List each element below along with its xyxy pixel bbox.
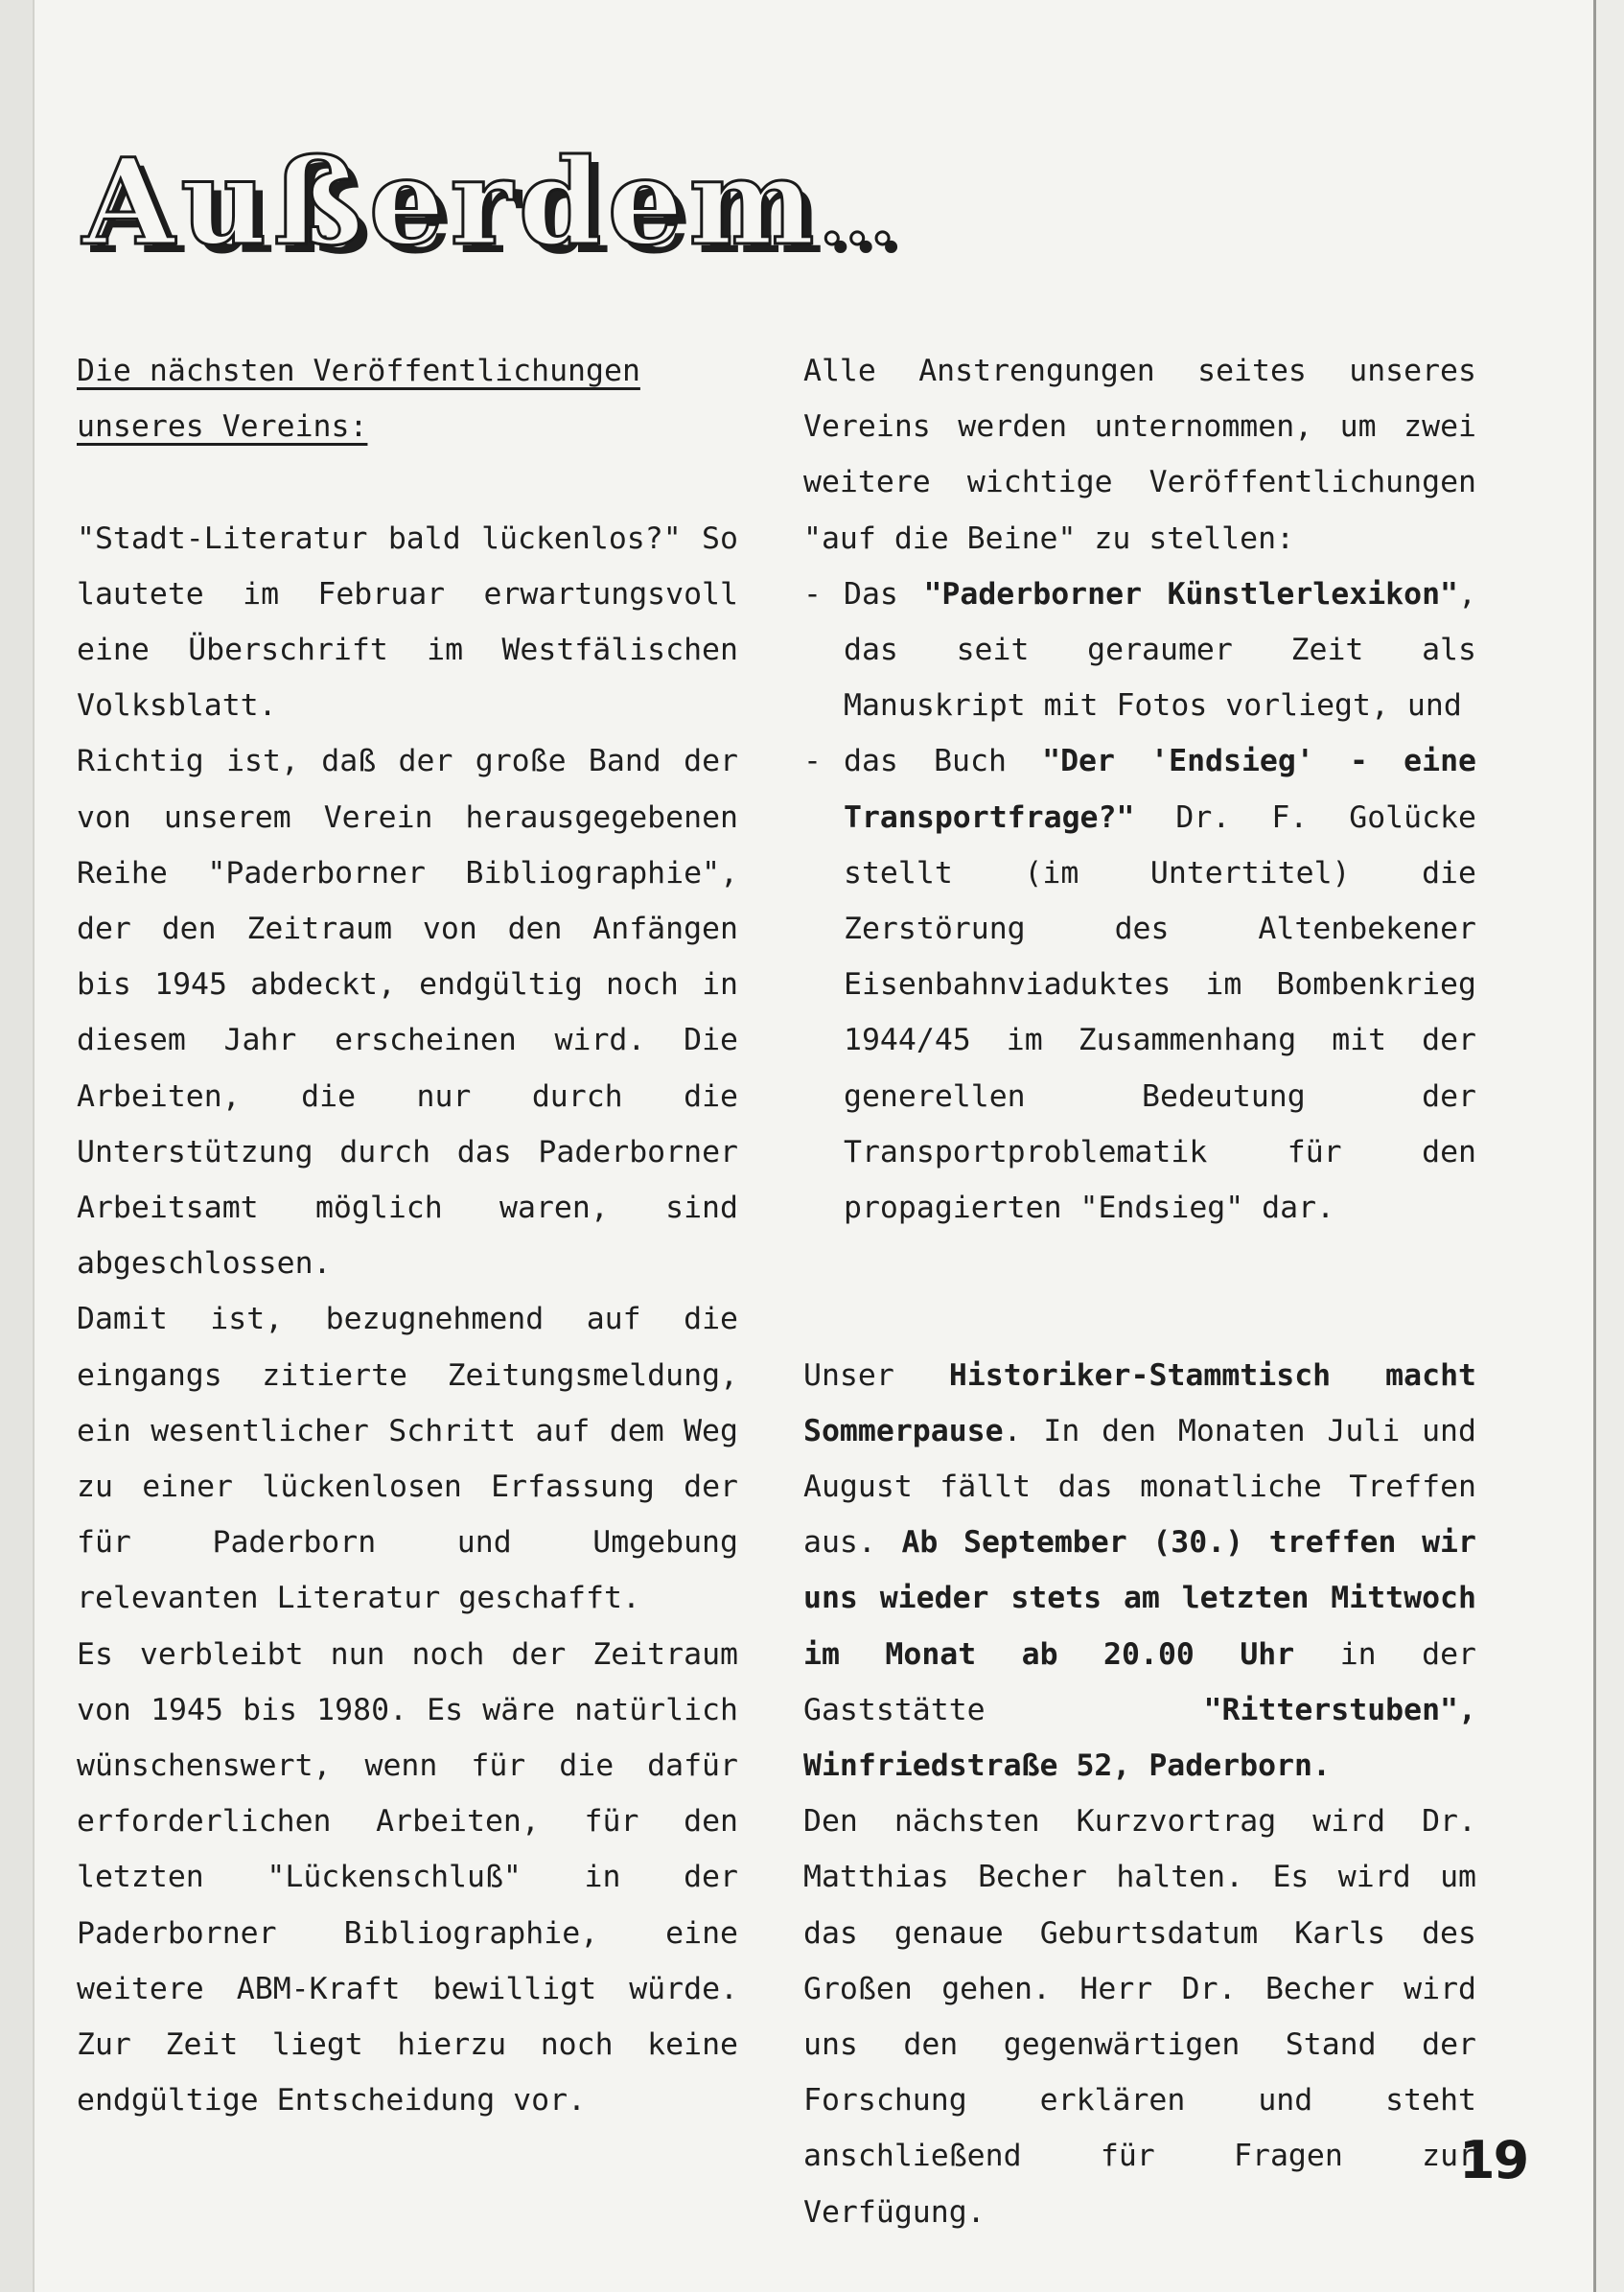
spacer xyxy=(803,1236,1476,1291)
left-column xyxy=(77,343,738,2128)
spacer xyxy=(77,454,738,510)
section-heading-line2: unseres Vereins: xyxy=(77,409,368,445)
dash-bullet: - xyxy=(803,744,822,779)
bibliography-paragraph: Richtig ist, daß der große Band der von unserem Verein herausgegebenen Reihe "Paderborner Bibliographie", der den Zeitraum von den Anfängen bis 1945 abdeckt, endgültig noch in diesem Jahr erscheinen wird. Die Arbeiten, die nur durch die Unterstützung durch das Paderborner Arbeitsamt möglich waren, sind abgeschlossen. xyxy=(77,744,738,1282)
quote-paragraph: "Stadt-Literatur bald lückenlos?" So lautete im Februar erwartungsvoll eine Überschrift im Westfälischen Volksblatt. xyxy=(77,521,738,724)
headline xyxy=(82,133,896,272)
right-column xyxy=(803,343,1476,2240)
page-right-edge xyxy=(1593,0,1624,2292)
section-heading-line1: Die nächsten Veröffentlichungen xyxy=(77,354,640,388)
page-binding-edge xyxy=(0,0,35,2292)
list-item-kuenstlerlexikon: - Das "Paderborner Künstlerlexikon", das seit geraumer Zeit als Manuskript mit Fotos vorliegt, und xyxy=(803,567,1476,734)
kurzvortrag-paragraph: Den nächsten Kurzvortrag wird Dr. Matthias Becher halten. Es wird um das genaue Geburtsdatum Karls des Großen gehen. Herr Dr. Becher wird uns den gegenwärtigen Stand der Forschung erklären und steht anschließend für Fragen zur Verfügung. xyxy=(803,1804,1476,2230)
headline-dots: ... xyxy=(820,180,896,260)
headline-title: Außerdem xyxy=(82,133,821,272)
remaining-period-paragraph: Es verbleibt nun noch der Zeitraum von 1945 bis 1980. Es wäre natürlich wünschenswert, wenn für die dafür erforderlichen Arbeiten, für den letzten "Lückenschluß" in der Paderborner Bibliographie, eine weitere ABM-Kraft bewilligt würde. Zur Zeit liegt hierzu noch keine endgültige Entscheidung vor. xyxy=(77,1636,738,2118)
stammtisch-paragraph: Unser Historiker-Stammtisch macht Sommerpause. In den Monaten Juli und August fällt das monatliche Treffen aus. Ab September (30.) treffen wir uns wieder stets am letzten Mittwoch im Monat ab 20.00 Uhr in der Gaststätte "Ritterstuben", Winfriedstraße 52, Paderborn. xyxy=(803,1357,1476,1784)
spacer xyxy=(803,1291,1476,1347)
intro-paragraph: Alle Anstrengungen seites unseres Vereins werden unternommen, um zwei weitere wichtige Veröffentlichungen "auf die Beine" zu stellen: xyxy=(803,354,1476,556)
endsieg-book-title: "Der 'Endsieg' - eine Transportfrage?" xyxy=(844,744,1476,835)
dash-bullet: - xyxy=(803,576,822,612)
section-heading xyxy=(77,343,738,454)
page-number: 19 xyxy=(1459,2130,1528,2190)
kuenstlerlexikon-title: "Paderborner Künstlerlexikon" xyxy=(923,576,1459,612)
list-item-endsieg-book: - das Buch "Der 'Endsieg' - eine Transportfrage?" Dr. F. Golücke stellt (im Untertitel) die Zerstörung des Altenbekener Eisenbahnviaduktes im Bombenkrieg 1944/45 im Zusammenhang mit der generellen Bedeutung der Transportproblematik für den propagierten "Endsieg" dar. xyxy=(803,733,1476,1236)
milestone-paragraph: Damit ist, bezugnehmend auf die eingangs zitierte Zeitungsmeldung, ein wesentlicher Schritt auf dem Weg zu einer lückenlosen Erfassung der für Paderborn und Umgebung relevanten Literatur geschafft. xyxy=(77,1302,738,1616)
